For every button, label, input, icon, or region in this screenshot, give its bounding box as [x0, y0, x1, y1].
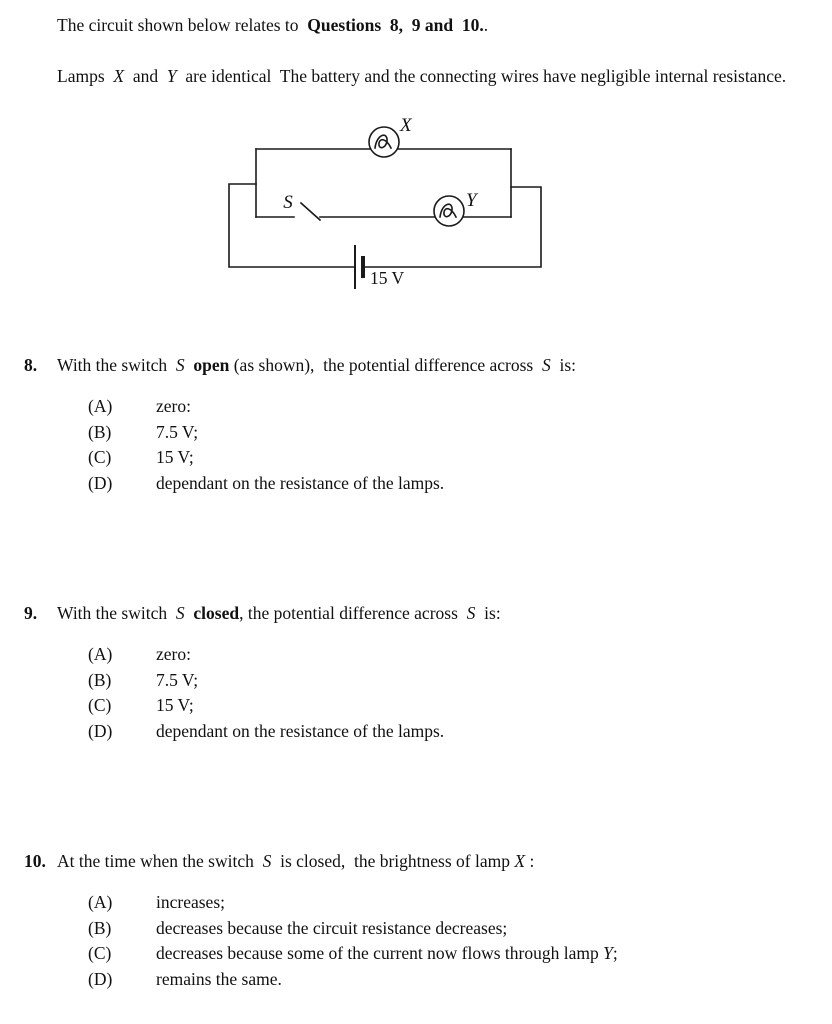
question-10-text [57, 848, 534, 874]
q10-stem-c: : [525, 851, 535, 871]
battery-label: 15 V [370, 268, 405, 288]
q8-stem-bold: open [193, 355, 230, 375]
question-9-text [57, 600, 501, 626]
option-letter: (A) [88, 396, 113, 416]
battery-symbol [355, 246, 363, 288]
option-text: 7.5 V; [156, 669, 199, 690]
setup-text-3: are identical The battery and the connecting wires have negligible internal resistance. [176, 66, 787, 86]
question-8-stem [24, 352, 824, 378]
q9-stem-b: , the potential difference across [239, 603, 467, 623]
option-letter: (A) [88, 892, 113, 912]
question-10-options [88, 890, 824, 992]
option-row [88, 471, 824, 497]
option-text: 7.5 V; [156, 421, 199, 442]
lamp-y-symbol [434, 196, 464, 226]
option-row [88, 693, 824, 719]
option-text: 15 V; [156, 695, 194, 715]
setup-paragraph [57, 63, 823, 89]
option-text: remains the same. [156, 968, 282, 989]
option-text [156, 941, 618, 967]
question-10-stem [24, 848, 824, 874]
lamp-y-circle [434, 196, 464, 226]
option-letter: (B) [88, 421, 112, 442]
option-text: increases; [156, 892, 225, 912]
lamp-x-label: X [400, 117, 412, 136]
q10c-lamp-y: Y [603, 943, 613, 963]
option-letter: (C) [88, 695, 112, 715]
question-9-options [88, 642, 824, 744]
lamp-x-mention: X [113, 66, 125, 86]
lamp-y-mention: Y [166, 66, 177, 86]
intro-text-post: . [483, 15, 489, 35]
option-letter: (B) [88, 669, 112, 690]
option-text: dependant on the resistance of the lamps. [156, 472, 445, 493]
question-10-number: 10. [24, 851, 46, 871]
intro-paragraph [57, 12, 823, 38]
option-row [88, 642, 824, 668]
setup-text-2: and [124, 66, 167, 86]
question-8-text [57, 352, 576, 378]
circuit-diagram [224, 117, 554, 307]
q9-stem-a: With the switch [57, 603, 176, 623]
question-10 [24, 848, 824, 992]
q8-switch-s: S [175, 355, 185, 375]
option-letter: (D) [88, 472, 113, 493]
switch-label: S [283, 192, 293, 213]
q8-stem-b: (as shown), the potential difference across [229, 355, 542, 375]
option-row [88, 916, 824, 942]
question-8-options [88, 394, 824, 496]
option-row [88, 668, 824, 694]
question-9 [24, 600, 824, 744]
question-9-number: 9. [24, 603, 38, 623]
intro-text-bold: Questions 8, 9 and 10. [307, 15, 484, 35]
question-8 [24, 352, 824, 496]
lamp-x-symbol [369, 127, 399, 157]
option-row [88, 890, 824, 916]
q10-switch-s: S [262, 851, 272, 871]
q8-switch-s2: S [541, 355, 551, 375]
intro-text-pre: The circuit shown below relates to [57, 15, 308, 35]
option-row [88, 967, 824, 993]
q9-stem-bold: closed [193, 603, 240, 623]
q10-stem-b: is closed, the brightness of lamp [271, 851, 515, 871]
option-row [88, 394, 824, 420]
q9-stem-c: is: [475, 603, 501, 623]
option-letter: (D) [88, 720, 113, 741]
switch-blade [301, 203, 320, 220]
option-letter: (B) [88, 917, 112, 938]
option-row [88, 719, 824, 745]
setup-text-1: Lamps [57, 66, 114, 86]
option-row [88, 445, 824, 471]
q10c-post: ; [612, 943, 618, 963]
circuit-svg [224, 117, 554, 307]
q9-switch-s2: S [466, 603, 476, 623]
q10-stem-a: At the time when the switch [57, 851, 263, 871]
lamp-x-circle [369, 127, 399, 157]
option-letter: (D) [88, 968, 113, 989]
q9-switch-s: S [175, 603, 185, 623]
option-text: zero: [156, 396, 191, 416]
option-letter: (C) [88, 447, 112, 467]
q10c-pre: decreases because some of the current now flows through lamp [156, 943, 604, 963]
option-letter: (C) [88, 943, 112, 963]
option-text: dependant on the resistance of the lamps. [156, 720, 445, 741]
q8-stem-c: is: [550, 355, 577, 375]
question-9-stem [24, 600, 824, 626]
option-letter: (A) [88, 644, 113, 664]
lamp-y-label: Y [466, 190, 477, 211]
option-text: decreases because the circuit resistance decreases; [156, 917, 508, 938]
option-text: 15 V; [156, 447, 194, 467]
switch-symbol [301, 203, 320, 220]
q8-stem-a: With the switch [57, 355, 176, 375]
question-8-number: 8. [24, 355, 38, 375]
option-row [88, 941, 824, 967]
q10-lamp-x: X [514, 851, 526, 871]
option-row [88, 420, 824, 446]
option-text: zero: [156, 644, 191, 664]
